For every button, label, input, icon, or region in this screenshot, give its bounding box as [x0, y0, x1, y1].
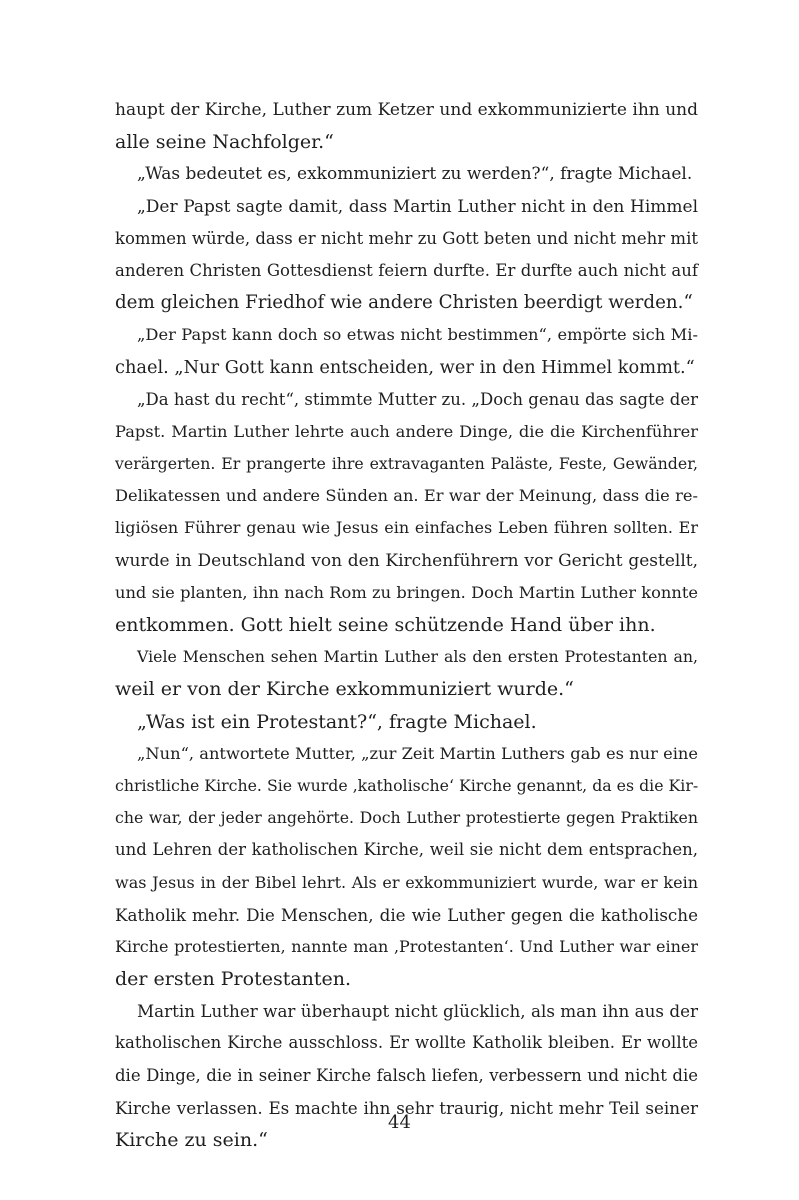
text-line: che war, der jeder angehörte. Doch Luther protestierte gegen Praktiken	[115, 808, 698, 828]
text-line: ligiösen Führer genau wie Jesus ein einfaches Leben führen sollten. Er	[115, 518, 698, 538]
text-line: anderen Christen Gottesdienst feiern durfte. Er durfte auch nicht auf	[115, 260, 698, 280]
text-line: „Der Papst kann doch so etwas nicht bestimmen“, empörte sich Mi-	[137, 325, 698, 345]
text-line: „Der Papst sagte damit, dass Martin Luther nicht in den Himmel	[137, 196, 698, 217]
text-line: weil er von der Kirche exkommuniziert wurde.“	[115, 678, 574, 701]
text-line: Katholik mehr. Die Menschen, die wie Luther gegen die katholische	[115, 904, 698, 925]
text-line: und Lehren der katholischen Kirche, weil sie nicht dem entsprachen,	[115, 840, 698, 860]
text-line: Kirche protestierten, nannte man ‚Protestanten‘. Und Luther war einer	[115, 936, 698, 956]
text-line: haupt der Kirche, Luther zum Ketzer und exkommunizierte ihn und	[115, 100, 698, 120]
text-line: christliche Kirche. Sie wurde ‚katholische‘ Kirche genannt, da es die Kir-	[115, 775, 699, 795]
text-line: „Nun“, antwortete Mutter, „zur Zeit Martin Luthers gab es nur eine	[137, 743, 698, 763]
text-line: katholischen Kirche ausschloss. Er wollte Katholik bleiben. Er wollte	[115, 1033, 698, 1053]
text-line: verärgerten. Er prangerte ihre extravaganten Paläste, Feste, Gewänder,	[115, 454, 698, 474]
text-line: Martin Luther war überhaupt nicht glücklich, als man ihn aus der	[137, 1001, 698, 1022]
text-line: was Jesus in der Bibel lehrt. Als er exkommuniziert wurde, war er kein	[115, 872, 698, 892]
text-line: Kirche verlassen. Es machte ihn sehr traurig, nicht mehr Teil seiner	[115, 1097, 698, 1118]
text-line: chael. „Nur Gott kann entscheiden, wer in den Himmel kommt.“	[115, 357, 695, 378]
text-line: Kirche zu sein.“	[115, 1129, 268, 1151]
page-number: 44	[388, 1112, 411, 1133]
text-line: kommen würde, dass er nicht mehr zu Gott beten und nicht mehr mit	[115, 228, 698, 248]
text-line: Papst. Martin Luther lehrte auch andere Dinge, die die Kirchenführer	[115, 421, 698, 441]
text-line: Viele Menschen sehen Martin Luther als den ersten Protestanten an,	[137, 647, 698, 667]
text-line: „Was ist ein Protestant?“, fragte Michael.	[137, 710, 537, 733]
text-line: die Dinge, die in seiner Kirche falsch liefen, verbessern und nicht die	[115, 1065, 698, 1085]
text-line: entkommen. Gott hielt seine schützende Hand über ihn.	[115, 614, 656, 636]
text-line: „Was bedeutet es, exkommuniziert zu werden?“, fragte Michael.	[137, 164, 693, 185]
text-line: der ersten Protestanten.	[115, 968, 352, 991]
text-line: dem gleichen Friedhof wie andere Christen beerdigt werden.“	[115, 292, 693, 314]
page-body	[115, 94, 698, 1156]
text-line: alle seine Nachfolger.“	[115, 131, 334, 154]
text-line: und sie planten, ihn nach Rom zu bringen. Doch Martin Luther konnte	[115, 582, 698, 602]
text-line: „Da hast du recht“, stimmte Mutter zu. „Doch genau das sagte der	[137, 389, 698, 409]
text-line: wurde in Deutschland von den Kirchenführern vor Gericht gestellt,	[115, 550, 698, 571]
text-line: Delikatessen und andere Sünden an. Er war der Meinung, dass die re-	[115, 486, 698, 506]
